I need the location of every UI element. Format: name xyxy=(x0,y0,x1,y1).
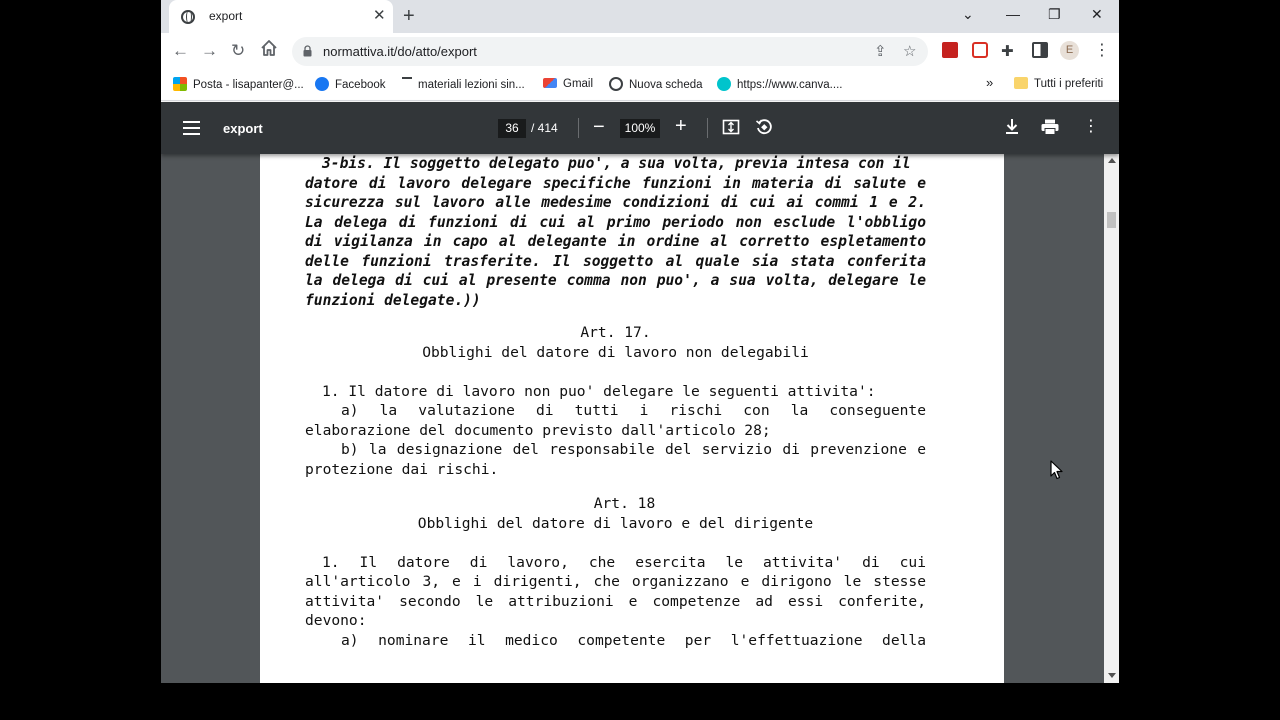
minimize-button[interactable]: — xyxy=(1006,6,1020,22)
restore-button[interactable]: ❐ xyxy=(1048,6,1061,22)
fit-page-icon xyxy=(722,118,740,136)
download-icon xyxy=(1004,118,1020,136)
facebook-icon xyxy=(315,77,329,91)
text-line: a) nominare il medico competente per l'effettuazione della xyxy=(341,631,926,649)
text-line: di vigilanza in capo al delegante in ordine al corretto espletamento xyxy=(305,233,926,250)
zoom-out-button[interactable]: − xyxy=(593,116,605,138)
text-line: all'articolo 3, e i dirigenti, che organizzano e dirigono le stesse xyxy=(305,573,926,590)
print-icon xyxy=(1041,119,1059,135)
text-line: funzioni delegate.)) xyxy=(305,291,481,309)
menu-hamburger-icon[interactable] xyxy=(183,121,200,135)
page-text xyxy=(305,154,926,650)
pin-icon xyxy=(402,77,412,91)
pdf-toolbar xyxy=(161,102,1119,154)
close-window-button[interactable]: ✕ xyxy=(1091,6,1103,22)
tab-title: export xyxy=(209,9,243,23)
menu-kebab-icon[interactable]: ⋮ xyxy=(1094,42,1110,59)
pdf-page xyxy=(260,154,1004,683)
tab-export[interactable] xyxy=(169,0,393,33)
text-line: la delega di cui al presente comma non puo', a sua volta, delegare le xyxy=(305,272,926,289)
text-line: elaborazione del documento previsto dall'articolo 28; xyxy=(305,421,771,439)
home-button[interactable] xyxy=(260,39,278,63)
url-text: normattiva.it/do/atto/export xyxy=(323,44,477,59)
forward-arrow-icon[interactable]: → xyxy=(201,41,218,60)
canva-icon xyxy=(717,77,731,91)
pdf-title: export xyxy=(223,121,263,136)
puzzle-extensions-icon[interactable]: ✚ xyxy=(1001,43,1014,60)
bookmark-canva[interactable]: https://www.canva.... xyxy=(717,77,842,92)
download-button[interactable] xyxy=(1004,118,1020,142)
text-line: 3-bis. Il soggetto delegato puo', a sua volta, previa intesa con il xyxy=(322,155,911,172)
microsoft-icon xyxy=(173,77,187,91)
tab-search-chevron-down-icon[interactable]: ⌄ xyxy=(962,6,974,22)
pdf-viewer[interactable] xyxy=(161,154,1104,683)
page-number-input[interactable]: 36 xyxy=(498,119,526,138)
text-line: a) la valutazione di tutti i rischi con la conseguente xyxy=(341,402,926,419)
reload-icon[interactable]: ↻ xyxy=(231,41,246,60)
article-title: Obblighi del datore di lavoro e del dirigente xyxy=(417,514,814,532)
fit-to-page-button[interactable] xyxy=(722,118,740,142)
article-title: Obblighi del datore di lavoro non delegabili xyxy=(422,343,809,361)
tab-strip xyxy=(161,0,1119,33)
side-panel-icon[interactable] xyxy=(1032,42,1048,58)
text-line: sicurezza sul lavoro alle medesime condizioni di cui ai commi 1 e 2. xyxy=(305,194,926,211)
article-number: Art. 18 xyxy=(593,495,656,512)
text-line: devono: xyxy=(305,612,367,629)
new-tab-button[interactable]: + xyxy=(403,5,415,27)
globe-icon xyxy=(609,77,623,91)
text-line: 1. Il datore di lavoro non puo' delegare le seguenti attivita': xyxy=(322,382,876,400)
share-icon[interactable]: ⇪ xyxy=(874,43,887,60)
tab-close-icon[interactable]: ✕ xyxy=(373,7,386,24)
text-line: protezione dai rischi. xyxy=(305,460,499,478)
text-line: 1. Il datore di lavoro, che esercita le attivita' di cui xyxy=(322,553,926,571)
rotate-icon xyxy=(755,118,773,136)
text-line: La delega di funzioni di cui al primo periodo non esclude l'obbligo xyxy=(305,213,926,231)
divider xyxy=(578,118,579,138)
zoom-level-input[interactable]: 100% xyxy=(620,119,660,138)
bookmark-nuova-scheda[interactable]: Nuova scheda xyxy=(609,77,703,92)
globe-icon xyxy=(181,10,195,24)
folder-icon xyxy=(1014,77,1028,89)
more-options-kebab-icon[interactable]: ⋮ xyxy=(1083,118,1099,135)
zoom-in-button[interactable]: + xyxy=(675,115,687,137)
all-bookmarks-folder[interactable]: Tutti i preferiti xyxy=(1014,77,1103,91)
browser-window xyxy=(161,0,1119,683)
lock-icon xyxy=(303,45,312,57)
vertical-scrollbar[interactable] xyxy=(1104,154,1119,683)
back-arrow-icon[interactable]: ← xyxy=(172,41,189,60)
acrobat-extension-icon[interactable] xyxy=(942,42,958,58)
bookmark-posta[interactable]: Posta - lisapanter@... xyxy=(173,77,304,92)
bookmarks-overflow-button[interactable]: » xyxy=(986,75,994,90)
bookmarks-bar xyxy=(161,70,1119,101)
home-icon xyxy=(260,39,278,57)
bookmark-star-icon[interactable]: ☆ xyxy=(903,43,917,60)
text-line: datore di lavoro delegare specifiche funzioni in materia di salute e xyxy=(305,174,926,192)
text-line: delle funzioni trasferite. Il soggetto al quale sia stata conferita xyxy=(305,252,926,270)
mouse-cursor-icon xyxy=(1050,460,1064,480)
rotate-button[interactable] xyxy=(755,118,773,142)
article-number: Art. 17. xyxy=(580,324,651,341)
scroll-up-arrow-icon[interactable] xyxy=(1108,158,1116,163)
bookmark-materiali[interactable]: materiali lezioni sin... xyxy=(402,77,525,92)
profile-avatar[interactable]: E xyxy=(1060,41,1079,60)
bookmark-gmail[interactable]: Gmail xyxy=(543,77,593,91)
extension-icon[interactable] xyxy=(972,42,988,58)
gmail-icon xyxy=(543,78,557,88)
browser-toolbar xyxy=(161,33,1119,70)
page-total: / 414 xyxy=(531,121,558,135)
text-line: attivita' secondo le attribuzioni e competenze ad essi conferite, xyxy=(305,592,926,610)
scrollbar-thumb[interactable] xyxy=(1107,212,1116,228)
text-line: b) la designazione del responsabile del servizio di prevenzione e xyxy=(341,441,926,458)
address-bar[interactable] xyxy=(292,37,928,66)
print-button[interactable] xyxy=(1041,119,1059,141)
divider xyxy=(707,118,708,138)
scroll-down-arrow-icon[interactable] xyxy=(1108,673,1116,678)
bookmark-facebook[interactable]: Facebook xyxy=(315,77,386,92)
